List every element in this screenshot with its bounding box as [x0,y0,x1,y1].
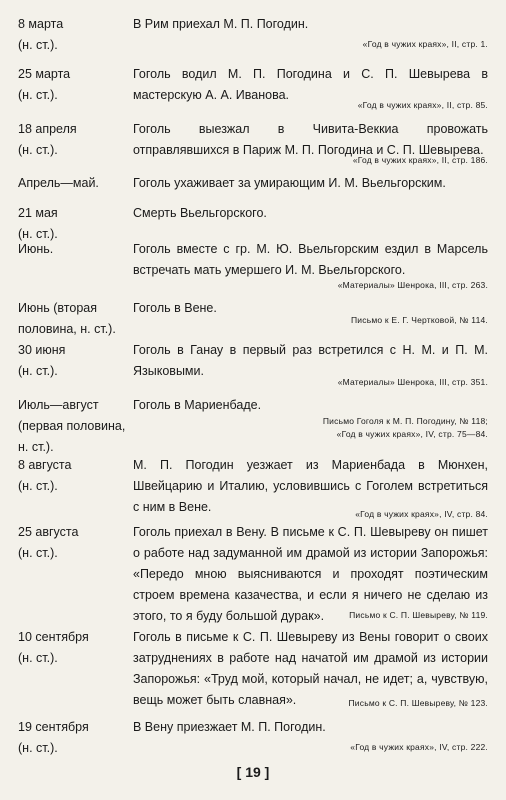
entry-source: «Год в чужих краях», II, стр. 186. [352,155,488,165]
entry-date: 19 сентября (н. ст.). [18,720,89,755]
entry-text: Гоголь в Вене. [133,301,217,315]
entry-date: Июнь. [18,242,54,256]
entry-date: 30 июня (н. ст.). [18,343,66,378]
entry-text: Гоголь ухаживает за умирающим И. М. Вьельгорским. [133,176,446,190]
entry-text: Гоголь в Ганау в первый раз встретился с Н. М. и П. М. Языковыми. [133,343,488,378]
entry-text: Гоголь водил М. П. Погодина и С. П. Шевырева в мастерскую А. А. Иванова. [133,67,488,102]
entry-source: «Год в чужих краях», IV, стр. 84. [355,509,488,519]
entry-source: «Год в чужих краях», IV, стр. 222. [350,742,488,752]
entry-date: 8 августа (н. ст.). [18,458,72,493]
entry-date: 10 сентября (н. ст.). [18,630,89,665]
entry-text: Смерть Вьельгорского. [133,206,267,220]
entry-date: 25 марта (н. ст.). [18,67,71,102]
entry-text: Гоголь в письме к С. П. Шевыреву из Вены говорит о своих затруднениях в работе над начатой им драмой из истории Запорожья: «Труд мой, который начал, не идет; а, чувствую, вещь может быть славная». [133,630,488,707]
entry-source: Письмо к Е. Г. Чертковой, № 114. [350,315,488,325]
entry-date: 8 марта (н. ст.). [18,17,64,52]
entry-source: «Год в чужих краях», II, стр. 85. [357,100,488,110]
entry-source: «Материалы» Шенрока, III, стр. 351. [337,377,488,387]
entry-date: 25 августа (н. ст.). [18,525,79,560]
entry-source: Письмо Гоголя к М. П. Погодину, № 118; «Год в чужих краях», IV, стр. 75—84. [322,416,488,439]
entry-text: В Рим приехал М. П. Погодин. [133,17,309,31]
entry-text: Гоголь выезжал в Чивита-Веккиа провожать отправлявшихся в Париж М. П. Погодина и С. П. Шевырева. [133,122,488,157]
entry-text: Гоголь приехал в Вену. В письме к С. П. Шевыреву он пишет о работе над задуманной им драмой из истории Запорожья: «Передо мною выясниваются и проходят поэтическим строем времена казачества, и если я ничего не сделаю из этого, то я буду большой дурак». [133,525,488,623]
entry-source: Письмо к С. П. Шевыреву, № 119. [349,610,488,620]
entry-text: М. П. Погодин уезжает из Мариенбада в Мюнхен, Швейцарию и Италию, условившись с Гоголем встретиться с ним в Вене. [133,458,488,514]
entry-text: Гоголь в Мариенбаде. [133,398,262,412]
entry-date: 21 мая (н. ст.). [18,206,58,241]
entry-source: Письмо к С. П. Шевыреву, № 123. [348,698,488,708]
entry-date: Июль—август (первая половина, н. ст.). [18,398,126,454]
entry-date: Апрель—май. [18,176,99,190]
entry-text: В Вену приезжает М. П. Погодин. [133,720,326,734]
entry-date: 18 апреля (н. ст.). [18,122,77,157]
entry-source: «Материалы» Шенрока, III, стр. 263. [337,280,488,290]
entry-date: Июнь (вторая половина, н. ст.). [18,301,116,336]
entry-text: Гоголь вместе с гр. М. Ю. Вьельгорским ездил в Марсель встречать мать умершего И. М. Вьельгорского. [133,242,488,277]
page-number: [ 19 ] [236,764,270,780]
entry-source: «Год в чужих краях», II, стр. 1. [362,39,488,49]
